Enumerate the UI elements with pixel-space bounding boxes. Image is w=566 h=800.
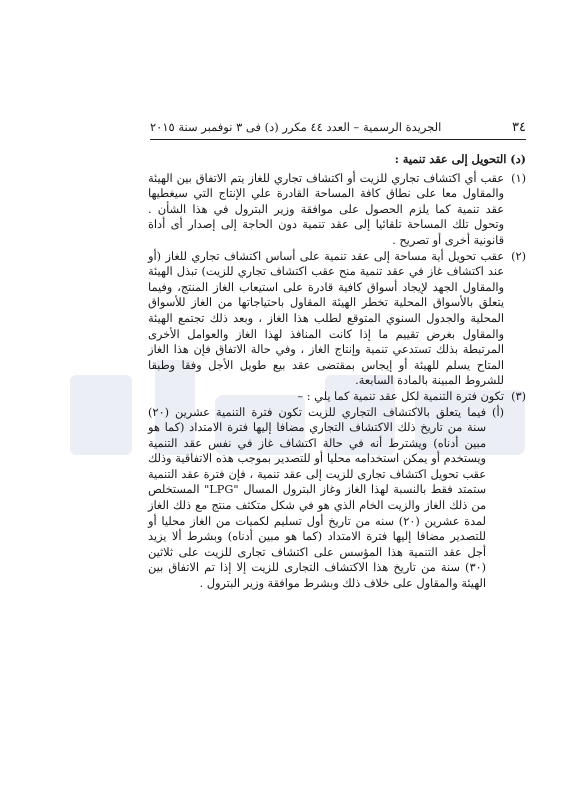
clause-1: [148, 171, 526, 249]
header-divider: [150, 139, 526, 140]
clause-text: عقب تحويل أية مساحة إلى عقد تنمية على أساس اكتشاف تجاري للغاز (أو عند اكتشاف غاز في عقد تنمية منح عقب اكتشاف تجاري للزيت) تبذل الهيئة والمقاول الجهد لإيجاد أسواق كافية قادرة على استيعاب الغاز المنتج، وفيما يتعلق بالأسواق المحلية تخطر الهيئة المقاول باحتياجاتها من الغاز للأسواق المحلية والجدول السنوي المتوقع لطلب هذا الغاز ، وبعد ذلك تجتمع الهيئة والمقاول بغرض تقييم ما إذا كانت المنافذ لهذا الغاز والعوامل الأخرى المرتبطة بذلك تستدعي تنمية وإنتاج الغاز ، وفي حالة الاتفاق فإن هذا الغاز المتاح يسلم للهيئة أو إيجاس بمقتضى عقد بيع طويل الأجل وفقا وطبقا للشروط المبينة بالمادة السابعة.: [148, 249, 504, 388]
clause-text: تكون فترة التنمية لكل عقد تنمية كما يلي : –: [297, 389, 504, 403]
clause-number: (٢): [511, 249, 526, 263]
article-body: [148, 152, 526, 592]
page-header: [150, 120, 526, 135]
section-heading: (د) التحويل إلى عقد تنمية :: [394, 152, 526, 166]
subclause-number: (أ): [492, 405, 504, 419]
clause-body: [148, 389, 504, 592]
clause-3: [148, 389, 526, 592]
gazette-title: الجريدة الرسمية – العدد ٤٤ مكرر (د) فى ٣ نوفمبر سنة ٢٠١٥: [150, 120, 442, 134]
clause-number: (١): [511, 171, 526, 185]
clause-2: [148, 249, 526, 389]
page-number: ٣٤: [512, 120, 526, 135]
clause-text: عقب أي اكتشاف تجاري للزيت أو اكتشاف تجاري للغاز يتم الاتفاق بين الهيئة والمقاول معا على نطاق كافة المساحة القادرة علي الإنتاج التي سيغطيها عقد تنمية كما يلزم الحصول على موافقة وزير البترول في هذا الشأن . وتحول تلك المساحة تلقائيا إلى عقد تنمية دون الحاجة إلى إصدار أى أداة قانونية أخرى أو تصريح .: [148, 171, 504, 247]
subclause-a: [148, 405, 504, 592]
clause-number: (٣): [511, 389, 526, 403]
subclause-text: فيما يتعلق بالاكتشاف التجاري للزيت تكون فترة التنمية عشرين (٢٠) سنة من تاريخ ذلك الاكتشاف التجاري مضافا إليها فترة الامتداد (كما هو مبين أدناه) ويشترط أنه في حالة اكتشاف غاز في نفس عقد التنمية ويستخدم أو يمكن استخدامه محليا أو للتصدير بموجب هذه الاتفاقية وذلك عقب تحويل اكتشاف تجارى للزيت إلى عقد تنمية ، فإن فترة عقد التنمية ستمتد فقط بالنسبة لهذا الغاز وغاز البترول المسال "LPG" المستخلص من ذلك الغاز والزيت الخام الذي هو في شكل متكثف منتج مع ذلك الغاز لمدة عشرين (٢٠) سنه من تاريخ أول تسليم لكميات من الغاز محليا أو للتصدير مضافا إليها فترة الامتداد (كما هو مبين أدناه) وبشرط ألا يزيد أجل عقد التنمية هذا المؤسس على اكتشاف تجارى للزيت على ثلاثين (٣٠) سنة من تاريخ هذا الاكتشاف التجارى للزيت إلا إذا تم الاتفاق بين الهيئة والمقاول على خلاف ذلك وبشرط موافقة وزير البترول .: [148, 405, 486, 591]
